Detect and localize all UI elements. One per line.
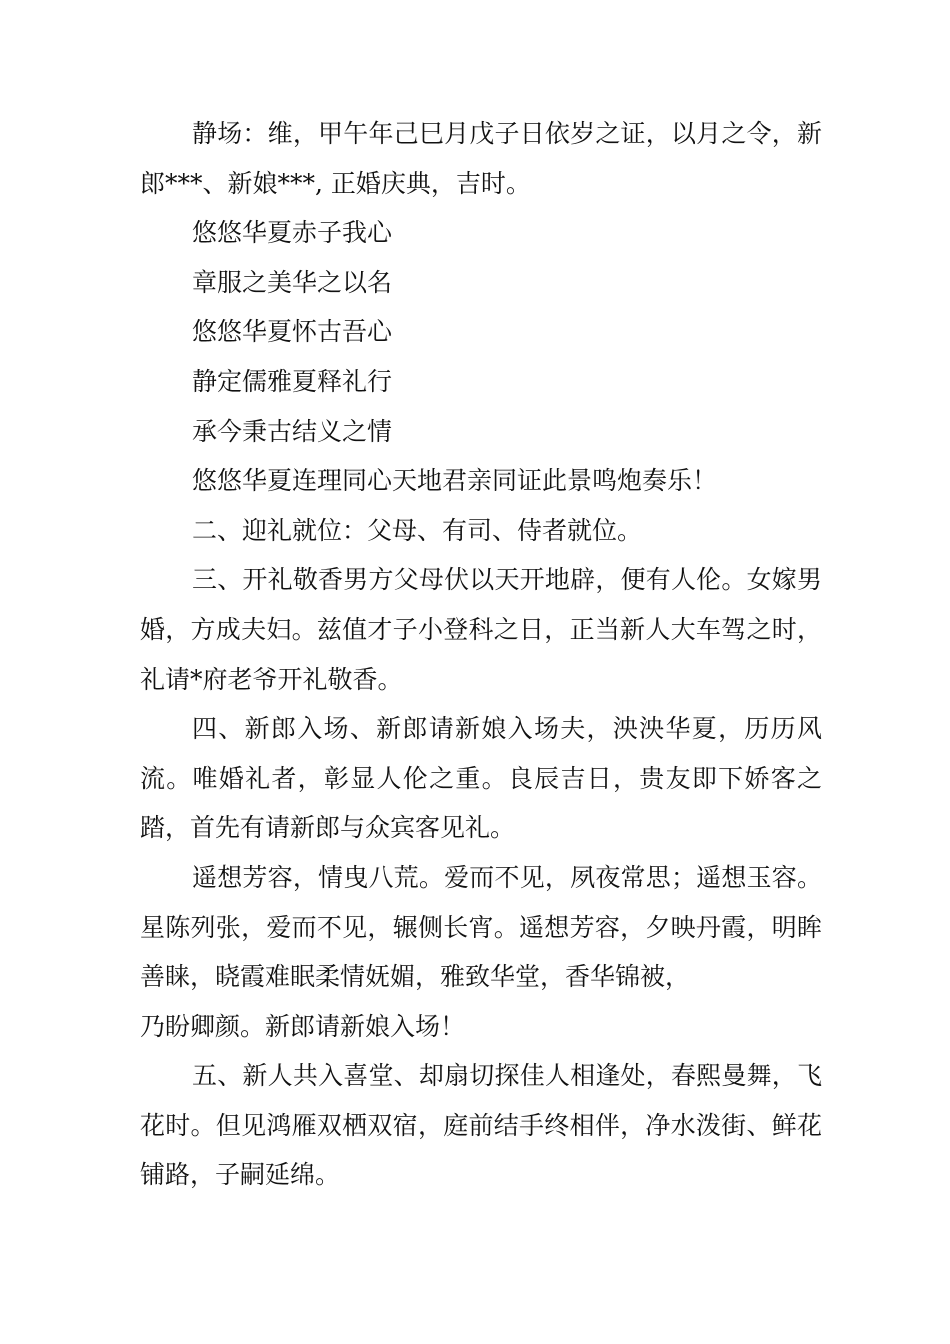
- verse-line-1: 悠悠华夏赤子我心: [192, 218, 393, 248]
- verse-line-4: 静定儒雅夏释礼行: [192, 366, 393, 396]
- paragraph-opening: 静场：维，甲午年己巳月戊子日依岁之证，以月之令，新郎***、新娘***, 正婚庆典，吉时。: [140, 119, 822, 198]
- paragraph-section-3: 三、开礼敬香男方父母伏以天开地辟，便有人伦。女嫁男婚，方成夫妇。兹值才子小登科之日，正当新人大车驾之时，礼请*府老爷开礼敬香。: [140, 565, 822, 694]
- document-body: [140, 109, 822, 1200]
- paragraph-section-4: 四、新郎入场、新郎请新娘入场夫，泱泱华夏，历历风流。唯婚礼者，彰显人伦之重。良辰吉日，贵友即下娇客之踏，首先有请新郎与众宾客见礼。: [140, 714, 822, 843]
- verse-line-6: 悠悠华夏连理同心天地君亲同证此景鸣炮奏乐！: [192, 466, 718, 496]
- verse-line-3: 悠悠华夏怀古吾心: [192, 317, 393, 347]
- paragraph-section-5: 五、新人共入喜堂、却扇切探佳人相逢处，春熙曼舞，飞花时。但见鸿雁双栖双宿，庭前结手终相伴，净水泼街、鲜花铺路，子嗣延绵。: [140, 1061, 822, 1190]
- paragraph-section-2: 二、迎礼就位：父母、有司、侍者就位。: [192, 515, 643, 545]
- verse-line-2: 章服之美华之以名: [192, 267, 393, 297]
- paragraph-bride-entrance: 乃盼卿颜。新郎请新娘入场！: [140, 1011, 466, 1041]
- paragraph-yearning: 遥想芳容，情曳八荒。爱而不见，夙夜常思；遥想玉容。星陈列张，爱而不见，辗侧长宵。遥想芳容，夕映丹霞，明眸善睐，晓霞难眠柔情妩媚，雅致华堂，香华锦被，: [140, 862, 822, 992]
- verse-line-5: 承今秉古结义之情: [192, 416, 393, 446]
